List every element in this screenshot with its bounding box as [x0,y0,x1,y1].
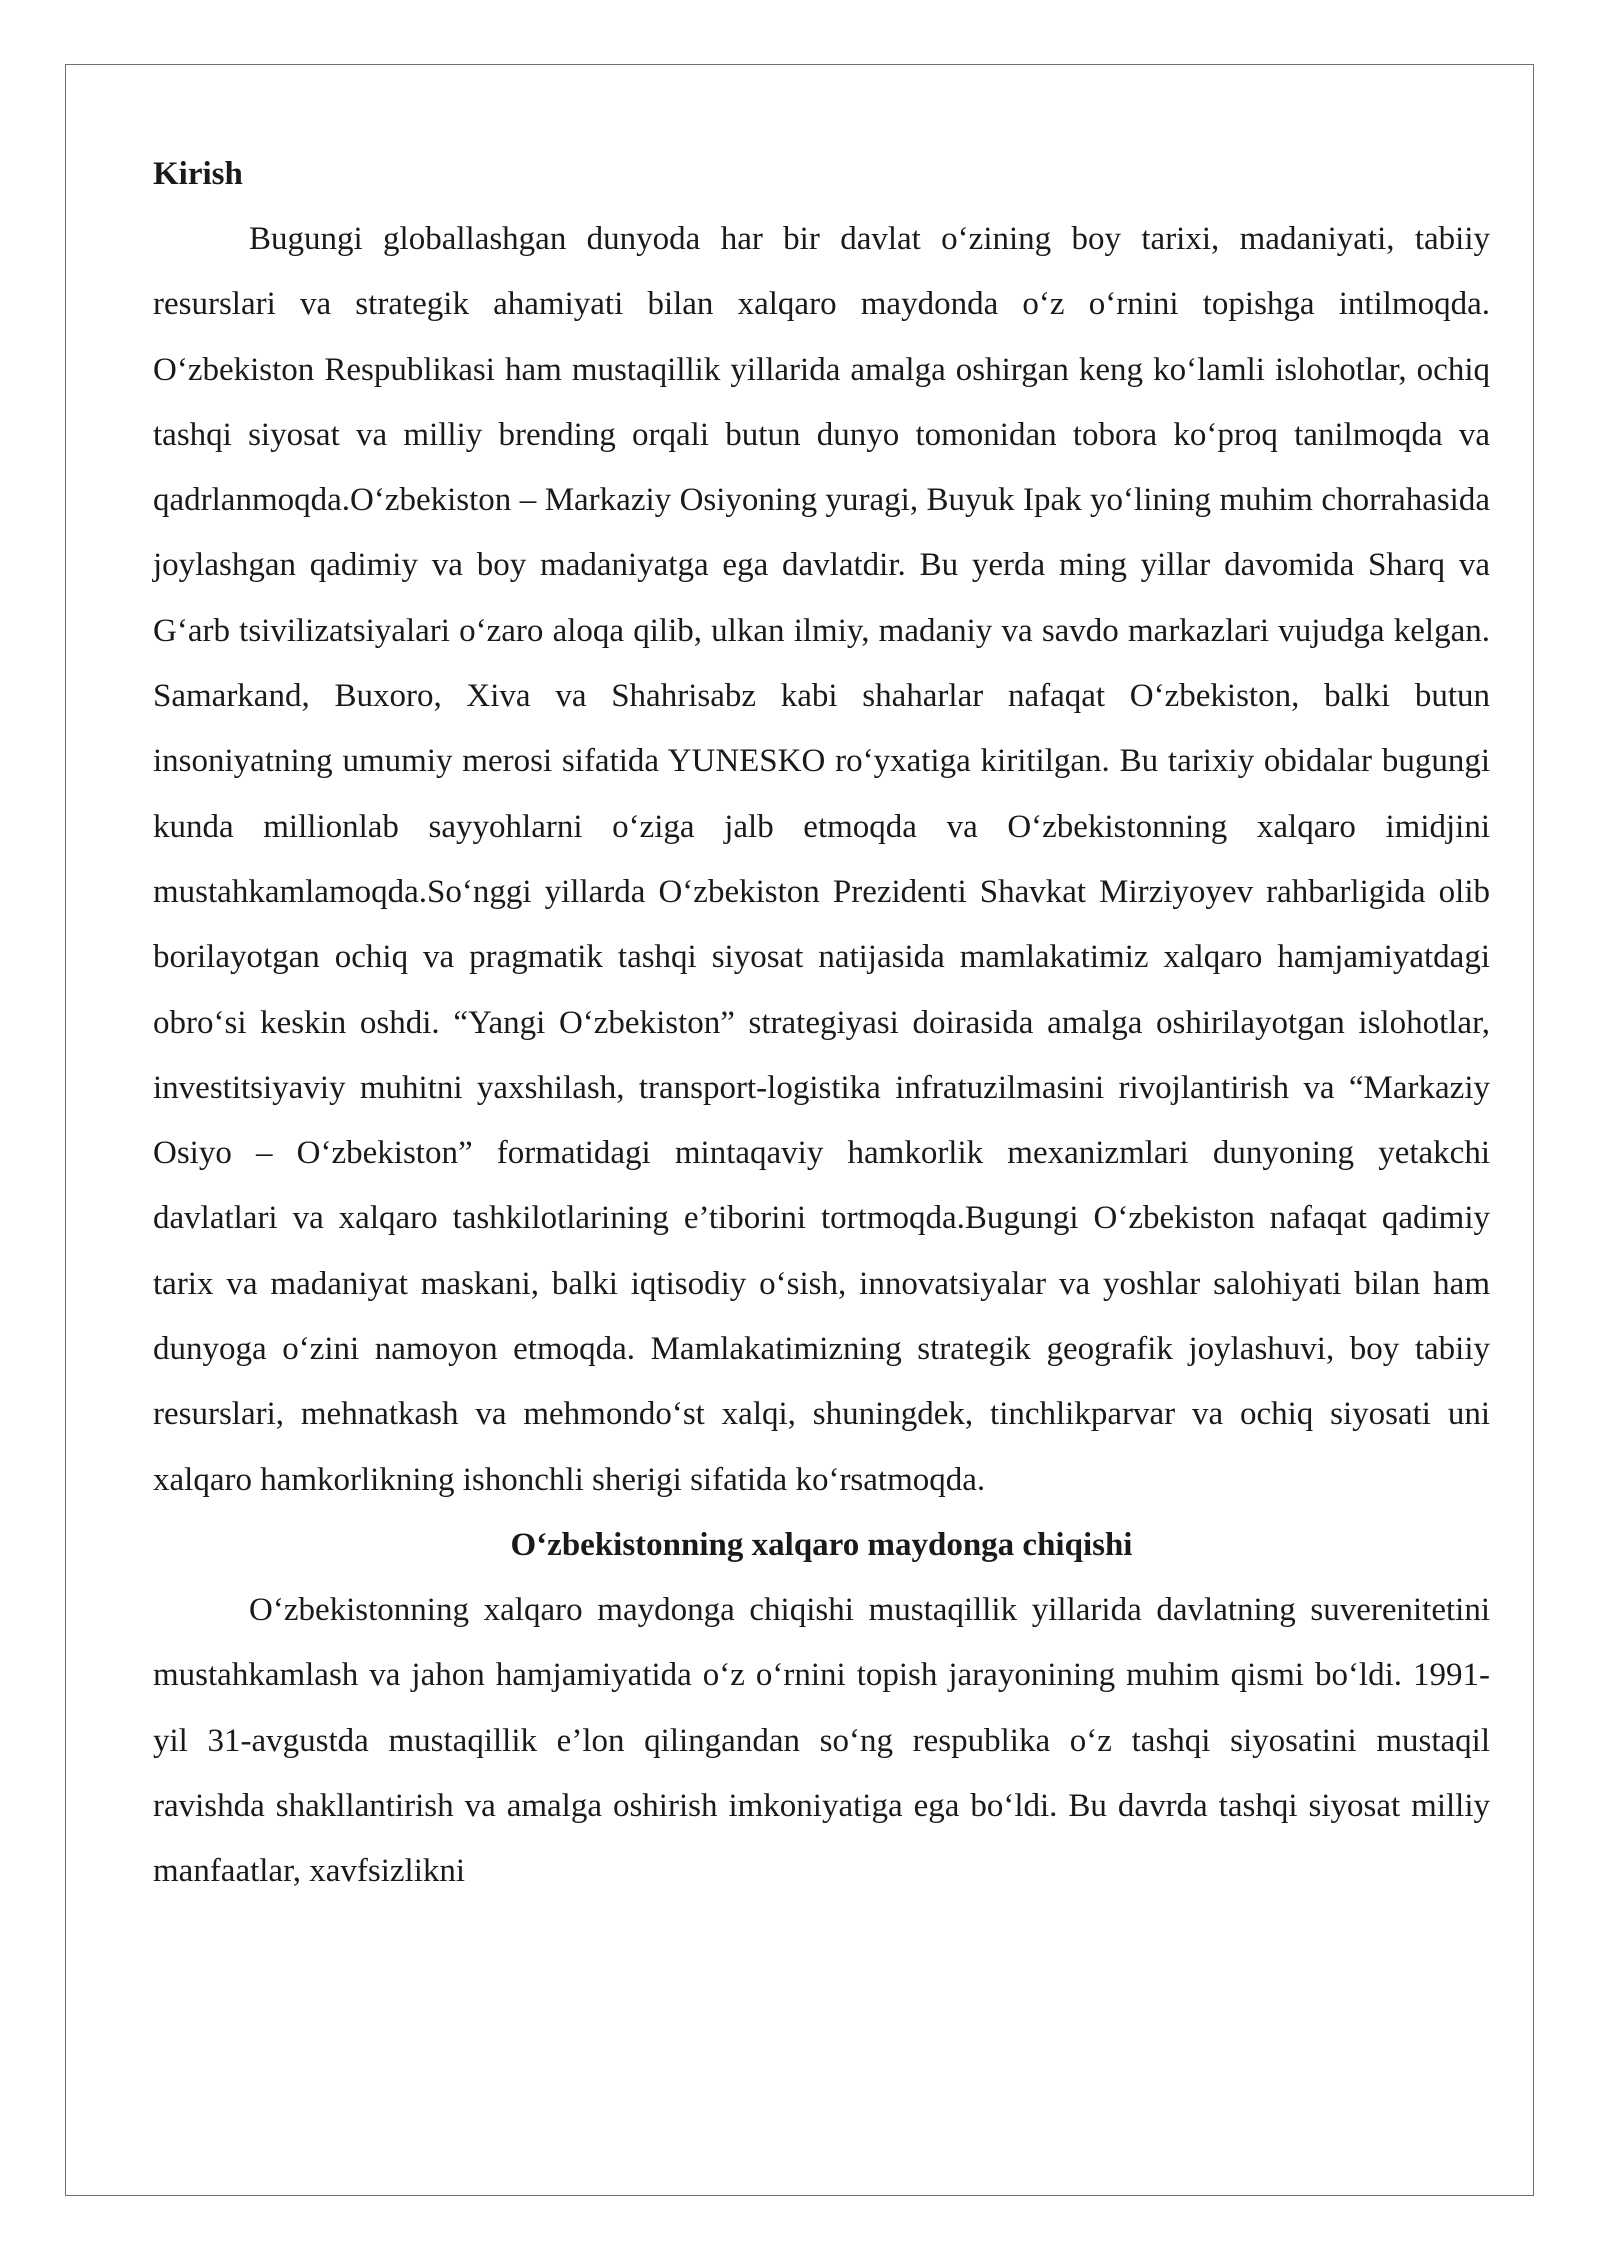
section-heading-xalqaro-maydon: O‘zbekistonning xalqaro maydonga chiqishi [510,1526,1133,1563]
document-body [153,142,1490,1904]
section-paragraph-kirish: Bugungi globallashgan dunyoda har bir davlat o‘zining boy tarixi, madaniyati, tabiiy resurslari va strategik ahamiyati bilan xalqaro maydonda o‘z o‘rnini topishga intilmoqda. O‘zbekiston Respublikasi ham mustaqillik yillarida amalga oshirgan keng ko‘lamli islohotlar, ochiq tashqi siyosat va milliy brending orqali butun dunyo tomonidan tobora ko‘proq tanilmoqda va qadrlanmoqda.O‘zbekiston – Markaziy Osiyoning yuragi, Buyuk Ipak yo‘lining muhim chorrahasida joylashgan qadimiy va boy madaniyatga ega davlatdir. Bu yerda ming yillar davomida Sharq va G‘arb tsivilizatsiyalari o‘zaro aloqa qilib, ulkan ilmiy, madaniy va savdo markazlari vujudga kelgan. Samarkand, Buxoro, Xiva va Shahrisabz kabi shaharlar nafaqat O‘zbekiston, balki butun insoniyatning umumiy merosi sifatida YUNESKO ro‘yxatiga kiritilgan. Bu tarixiy obidalar bugungi kunda millionlab sayyohlarni o‘ziga jalb etmoqda va O‘zbekistonning xalqaro imidjini mustahkamlamoqda.So‘nggi yillarda O‘zbekiston Prezidenti Shavkat Mirziyoyev rahbarligida olib borilayotgan ochiq va pragmatik tashqi siyosat natijasida mamlakatimiz xalqaro hamjamiyatdagi obro‘si keskin oshdi. “Yangi O‘zbekiston” strategiyasi doirasida amalga oshirilayotgan islohotlar, investitsiyaviy muhitni yaxshilash, transport-logistika infratuzilmasini rivojlantirish va “Markaziy Osiyo – O‘zbekiston” formatidagi mintaqaviy hamkorlik mexanizmlari dunyoning yetakchi davlatlari va xalqaro tashkilotlarining e’tiborini tortmoqda.Bugungi O‘zbekiston nafaqat qadimiy tarix va madaniyat maskani, balki iqtisodiy o‘sish, innovatsiyalar va yoshlar salohiyati bilan ham dunyoga o‘zini namoyon etmoqda. Mamlakatimizning strategik geografik joylashuvi, boy tabiiy resurslari, mehnatkash va mehmondo‘st xalqi, shuningdek, tinchlikparvar va ochiq siyosati uni xalqaro hamkorlikning ishonchli sherigi sifatida ko‘rsatmoqda. [153,221,1490,1498]
section-paragraph-xalqaro-maydon: O‘zbekistonning xalqaro maydonga chiqishi mustaqillik yillarida davlatning suverenitetini mustahkamlash va jahon hamjamiyatida o‘z o‘rnini topish jarayonining muhim qismi bo‘ldi. 1991-yil 31-avgustda mustaqillik e’lon qilingandan so‘ng respublika o‘z tashqi siyosatini mustaqil ravishda shakllantirish va amalga oshirish imkoniyatiga ega bo‘ldi. Bu davrda tashqi siyosat milliy manfaatlar, xavfsizlikni [153,1591,1490,1890]
section-heading-kirish: Kirish [153,156,243,192]
